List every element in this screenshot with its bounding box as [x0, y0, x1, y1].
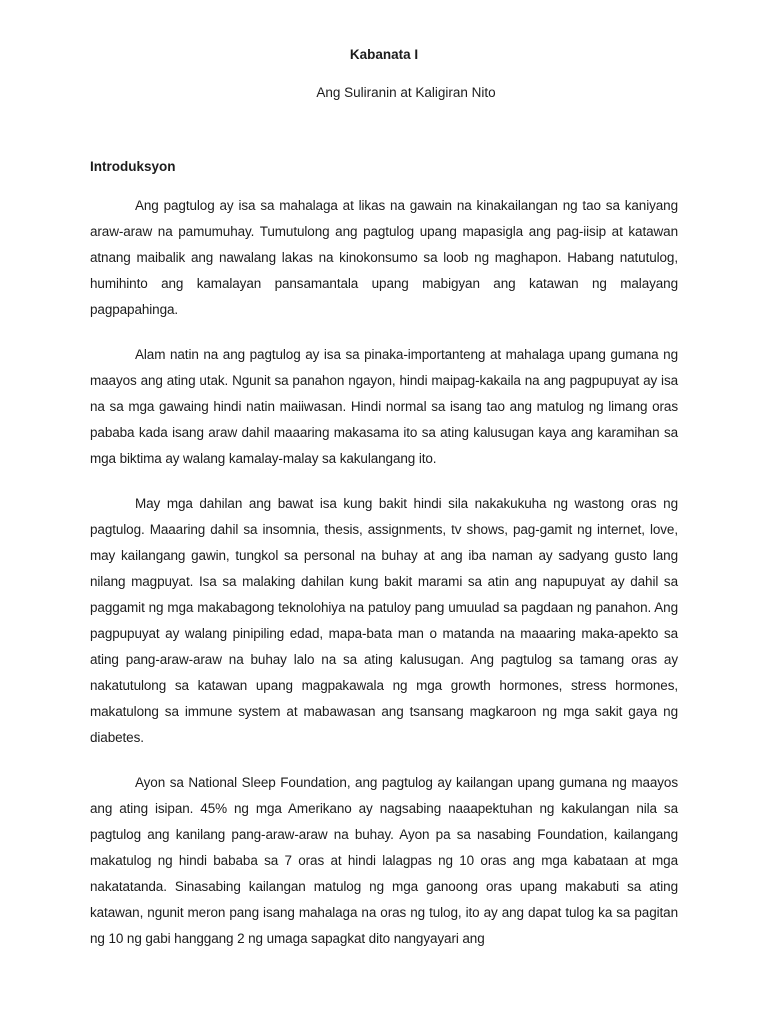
- paragraph-3: May mga dahilan ang bawat isa kung bakit hindi sila nakakukuha ng wastong oras ng pagtulog. Maaaring dahil sa insomnia, thesis, assignments, tv shows, pag-gamit ng internet, love, may kailangang gawin, tungkol sa personal na buhay at ang iba naman ay sadyang gusto lang nilang magpuyat. Isa sa malaking dahilan kung bakit marami sa atin ang napupuyat ay dahil sa paggamit ng mga makabagong teknolohiya na patuloy pang umuulad sa pagdaan ng panahon. Ang pagpupuyat ay walang pinipiling edad, mapa-bata man o matanda na maaaring maka-apekto sa ating pang-araw-araw na buhay lalo na sa ating kalusugan. Ang pagtulog sa tamang oras ay nakatutulong sa katawan upang magpakawala ng mga growth hormones, stress hormones, makatulong sa immune system at mabawasan ang tsansang magkaroon ng mga sakit gaya ng diabetes.: [90, 496, 678, 745]
- paragraph-1: Ang pagtulog ay isa sa mahalaga at likas na gawain na kinakailangan ng tao sa kaniyang araw-araw na pamumuhay. Tumutulong ang pagtulog upang mapasigla ang pag-iisip at katawan atnang maibalik ang nawalang lakas na kinokonsumo sa loob ng maghapon. Habang natutulog, humihinto ang kamalayan pansamantala upang mabigyan ang katawan ng malayang pagpapahinga.: [90, 198, 678, 317]
- paragraph-4: Ayon sa National Sleep Foundation, ang pagtulog ay kailangan upang gumana ng maayos ang ating isipan. 45% ng mga Amerikano ay nagsabing naaapektuhan ng kakulangan nila sa pagtulog ang kanilang pang-araw-araw na buhay. Ayon pa sa nasabing Foundation, kailangang makatulog ng hindi bababa sa 7 oras at hindi lalagpas ng 10 oras ang mga kabataan at mga nakatatanda. Sinasabing kailangan matulog ng mga ganoong oras upang makabuti sa ating katawan, ngunit meron pang isang mahalaga na oras ng tulog, ito ay ang dapat tulog ka sa pagitan ng 10 ng gabi hanggang 2 ng umaga sapagkat dito nangyayari ang: [90, 775, 678, 946]
- chapter-subtitle: Ang Suliranin at Kaligiran Nito: [316, 85, 496, 100]
- paragraph-2: Alam natin na ang pagtulog ay isa sa pinaka-importanteng at mahalaga upang gumana ng maayos ang ating utak. Ngunit sa panahon ngayon, hindi maipag-kakaila na ang pagpupuyat ay isa na sa mga gawaing hindi natin maiiwasan. Hindi normal sa isang tao ang matulog ng limang oras pababa kada isang araw dahil maaaring makasama ito sa ating kalusugan kaya ang karamihan sa mga biktima ay walang kamalay-malay sa kakulangang ito.: [90, 347, 678, 466]
- body-text: [90, 193, 678, 971]
- chapter-title: Kabanata I: [349, 47, 419, 62]
- section-heading: Introduksyon: [90, 159, 176, 174]
